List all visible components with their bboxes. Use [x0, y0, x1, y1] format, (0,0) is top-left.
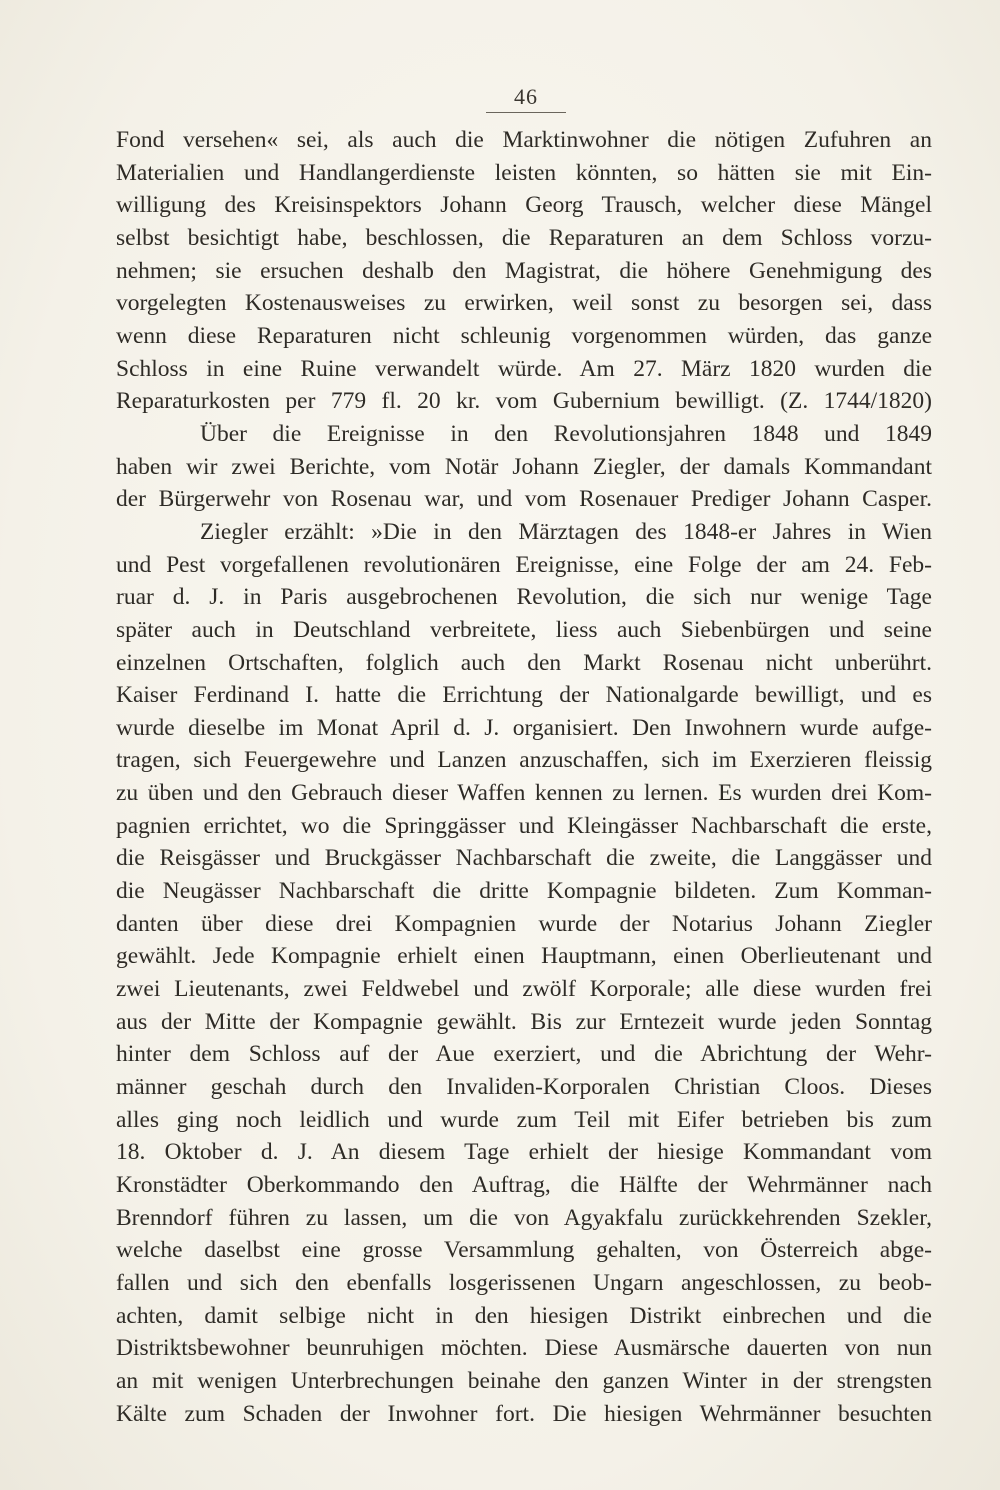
text-line: die Reisgässer und Bruckgässer Nachbarschaft die zweite, die Langgässer und: [116, 845, 932, 872]
text-line: zwei Lieutenants, zwei Feldwebel und zwölf Korporale; alle diese wurden frei: [116, 976, 932, 1003]
text-line: Reparaturkosten per 779 fl. 20 kr. vom Gubernium bewilligt. (Z. 1744/1820): [116, 388, 932, 415]
text-line: 18. Oktober d. J. An diesem Tage erhielt der hiesige Kommandant vom: [116, 1139, 932, 1166]
body-text: [116, 124, 932, 1430]
text-line: alles ging noch leidlich und wurde zum Teil mit Eifer betrieben bis zum: [116, 1106, 932, 1133]
text-line: achten, damit selbige nicht in den hiesigen Distrikt einbrechen und die: [116, 1302, 932, 1329]
text-line: Ziegler erzählt: »Die in den Märztagen des 1848-er Jahres in Wien: [200, 518, 932, 545]
text-line: Kaiser Ferdinand I. hatte die Errichtung der Nationalgarde bewilligt, und es: [116, 682, 932, 709]
text-line: Fond versehen« sei, als auch die Marktinwohner die nötigen Zufuhren an: [116, 127, 932, 153]
text-line: Distriktsbewohner beunruhigen möchten. Diese Ausmärsche dauerten von nun: [116, 1335, 932, 1362]
text-line: danten über diese drei Kompagnien wurde der Notarius Johann Ziegler: [116, 910, 932, 937]
text-line: Brenndorf führen zu lassen, um die von Agyakfalu zurückkehrenden Szekler,: [116, 1204, 932, 1231]
text-line: selbst besichtigt habe, beschlossen, die Reparaturen an dem Schloss vorzu-: [116, 224, 932, 251]
text-line: männer geschah durch den Invaliden-Korporalen Christian Cloos. Dieses: [116, 1074, 932, 1101]
page-number: 46: [514, 84, 538, 109]
text-line: vorgelegten Kostenausweises zu erwirken, weil sonst zu besorgen sei, dass: [116, 290, 932, 317]
text-line: fallen und sich den ebenfalls losgerissenen Ungarn angeschlossen, zu beob-: [116, 1269, 932, 1296]
text-line: willigung des Kreisinspektors Johann Georg Trausch, welcher diese Mängel: [116, 192, 932, 219]
text-line: zu üben und den Gebrauch dieser Waffen kennen zu lernen. Es wurden drei Kom-: [116, 780, 932, 807]
text-line: Kälte zum Schaden der Inwohner fort. Die hiesigen Wehrmänner besuchten: [116, 1400, 932, 1427]
text-line: Materialien und Handlangerdienste leisten könnten, so hätten sie mit Ein-: [116, 159, 932, 186]
text-line: nehmen; sie ersuchen deshalb den Magistrat, die höhere Genehmigung des: [116, 257, 932, 284]
page-number-rule: [486, 112, 566, 113]
text-line: und Pest vorgefallenen revolutionären Ereignisse, eine Folge der am 24. Feb-: [116, 551, 932, 578]
text-line: wurde dieselbe im Monat April d. J. organisiert. Den Inwohnern wurde aufge-: [116, 714, 932, 741]
text-line: ruar d. J. in Paris ausgebrochenen Revolution, die sich nur wenige Tage: [116, 584, 932, 611]
text-line: gewählt. Jede Kompagnie erhielt einen Hauptmann, einen Oberlieutenant und: [116, 943, 932, 970]
text-line: tragen, sich Feuergewehre und Lanzen anzuschaffen, sich im Exerzieren fleissig: [116, 747, 932, 774]
text-line: Über die Ereignisse in den Revolutionsjahren 1848 und 1849: [200, 420, 932, 447]
text-line: haben wir zwei Berichte, vom Notär Johann Ziegler, der damals Kommandant: [116, 453, 932, 480]
text-line: der Bürgerwehr von Rosenau war, und vom Rosenauer Prediger Johann Casper.: [116, 486, 932, 513]
text-line: pagnien errichtet, wo die Springgässer und Kleingässer Nachbarschaft die erste,: [116, 812, 932, 839]
text-line: die Neugässer Nachbarschaft die dritte Kompagnie bildeten. Zum Komman-: [116, 878, 932, 905]
text-line: an mit wenigen Unterbrechungen beinahe den ganzen Winter in der strengsten: [116, 1367, 932, 1394]
text-line: hinter dem Schloss auf der Aue exerziert, und die Abrichtung der Wehr-: [116, 1041, 932, 1068]
text-line: welche daselbst eine grosse Versammlung gehalten, von Österreich abge-: [116, 1237, 932, 1264]
text-line: später auch in Deutschland verbreitete, liess auch Siebenbürgen und seine: [116, 616, 932, 643]
text-line: wenn diese Reparaturen nicht schleunig vorgenommen würden, das ganze: [116, 322, 932, 349]
text-line: aus der Mitte der Kompagnie gewählt. Bis zur Erntezeit wurde jeden Sonntag: [116, 1008, 932, 1035]
text-line: Schloss in eine Ruine verwandelt würde. Am 27. März 1820 wurden die: [116, 355, 932, 382]
text-line: Kronstädter Oberkommando den Auftrag, die Hälfte der Wehrmänner nach: [116, 1172, 932, 1198]
text-line: einzelnen Ortschaften, folglich auch den Markt Rosenau nicht unberührt.: [116, 649, 932, 676]
